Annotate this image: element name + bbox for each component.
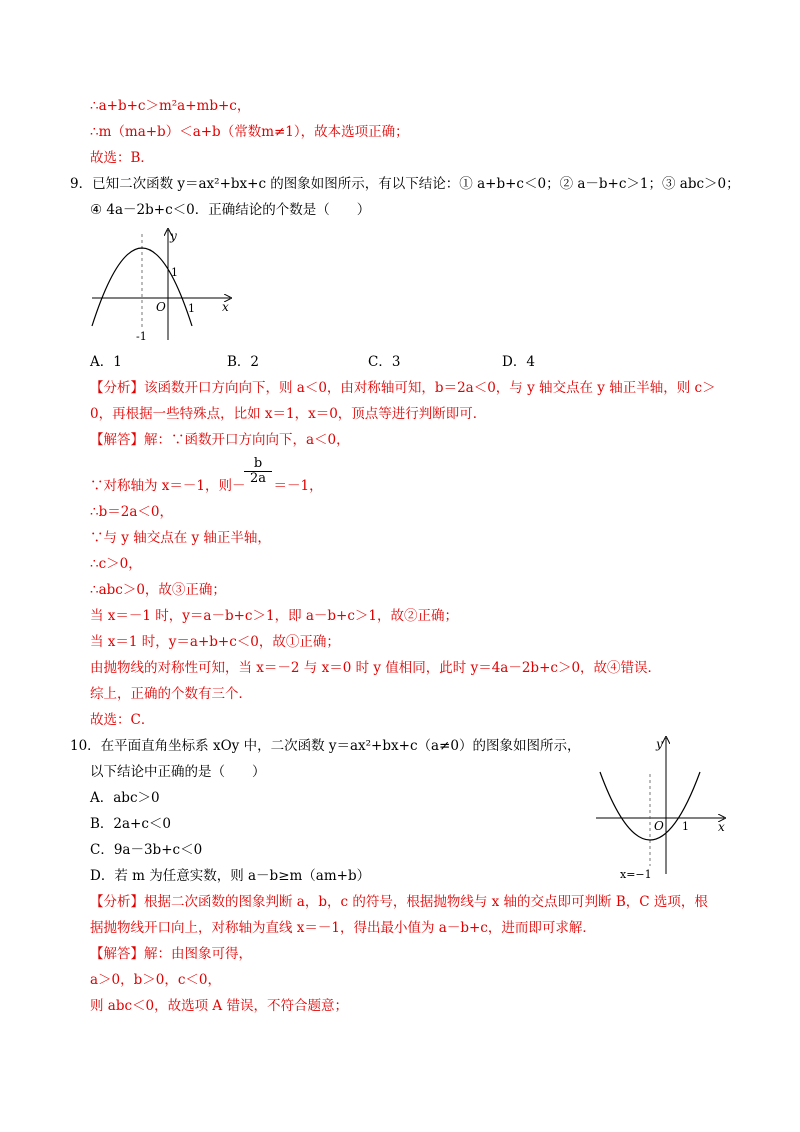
q9-graph (88, 226, 238, 346)
q9-answer-text-1b: ＝－1， (273, 478, 323, 494)
q10-answer-2: 则 abc＜0，故选项 A 错误，不符合题意； (90, 998, 348, 1014)
q9-analysis-2: 0，再根据一些特殊点，比如 x＝1，x＝0，顶点等进行判断即可． (90, 406, 487, 422)
q10-tick-one: 1 (682, 820, 689, 833)
q10-answer-tag: 【解答】 (90, 946, 144, 962)
q9-analysis-tag: 【分析】 (90, 380, 144, 396)
q9-option-d: D．4 (502, 354, 535, 370)
q9-option-b: B．2 (227, 354, 260, 370)
q10-answer-0 (90, 944, 252, 964)
q9-answer-7: 当 x＝1 时，y＝a+b+c＜0，故①正确； (90, 634, 340, 650)
q9-y-label: y (170, 229, 177, 243)
q9-answer-6: 当 x＝－1 时，y＝a－b+c＞1，即 a－b+c＞1，故②正确； (90, 608, 459, 624)
prev-line-2: ∴m（ma+b）＜a+b（常数m≠1），故本选项正确； (90, 124, 409, 140)
q10-y-label: y (656, 737, 663, 751)
q9-stem-2: ④ 4a－2b+c＜0．正确结论的个数是（ ） (90, 202, 371, 218)
q10-option-b: B．2a+c＜0 (90, 816, 172, 832)
q9-answer-tag: 【解答】 (90, 432, 144, 448)
q9-option-c: C．3 (368, 354, 401, 370)
q10-option-a: A．abc＞0 (90, 790, 160, 806)
q9-answer-0 (90, 430, 350, 450)
q9-tick-neg-one: -1 (136, 330, 147, 343)
q10-analysis-tag: 【分析】 (90, 894, 144, 910)
q9-answer-text-0: 解：∵函数开口方向向下，a＜0， (144, 432, 350, 448)
q9-answer-4: ∴c＞0， (90, 556, 142, 572)
q9-x-label: x (222, 300, 229, 314)
q9-answer-9: 综上，正确的个数有三个． (90, 686, 252, 702)
q10-analysis-text-1: 根据二次函数的图象判断 a，b，c 的符号，根据抛物线与 x 轴的交点即可判断 B，C 选项，根 (144, 894, 708, 910)
prev-line-1: ∴a+b+c＞m²a+mb+c， (90, 98, 251, 114)
q10-analysis-2: 据抛物线开口向上，对称轴为直线 x＝－1，得出最小值为 a－b+c，进而即可求解． (90, 920, 596, 936)
q9-option-a: A．1 (90, 354, 122, 370)
q9-origin-label: O (156, 300, 166, 314)
q10-option-c: C．9a－3b+c＜0 (90, 842, 203, 858)
q9-answer-5: ∴abc＞0，故③正确； (90, 582, 226, 598)
q9-stem-1: 9．已知二次函数 y＝ax²+bx+c 的图象如图所示，有以下结论：① a+b+c＜0；② a－b+c＞1；③ abc＞0； (70, 176, 740, 192)
q10-stem-1: 10．在平面直角坐标系 xOy 中，二次函数 y＝ax²+bx+c（a≠0）的图象如图所示， (70, 738, 581, 754)
q10-stem-2: 以下结论中正确的是（ ） (90, 764, 266, 780)
q9-answer-2: ∴b＝2a＜0， (90, 504, 173, 520)
q10-option-d: D．若 m 为任意实数，则 a－b≥m（am+b） (90, 868, 371, 884)
q10-axis-label: x=−1 (620, 868, 652, 881)
q9-fraction-num: b (244, 457, 272, 472)
q9-answer-8: 由抛物线的对称性可知，当 x＝－2 与 x＝0 时 y 值相同，此时 y＝4a－2b+c＞0，故④错误． (90, 660, 662, 676)
q10-origin-label: O (654, 819, 664, 833)
q9-answer-3: ∵与 y 轴交点在 y 轴正半轴， (90, 530, 271, 546)
q9-y-tick: 1 (171, 266, 178, 279)
prev-line-3: 故选：B． (90, 150, 154, 166)
q10-analysis-1 (90, 892, 708, 912)
q9-fraction-den: 2a (249, 471, 267, 486)
q9-analysis-text-1: 该函数开口方向向下，则 a＜0，由对称轴可知，b＝2a＜0，与 y 轴交点在 y 轴正半轴，则 c＞ (144, 380, 716, 396)
q9-analysis-1 (90, 378, 716, 398)
q9-answer-text-1: ∵对称轴为 x＝－1，则－ (90, 478, 246, 494)
q9-tick-one: 1 (188, 302, 195, 315)
q10-graph (592, 732, 732, 882)
q9-answer-10: 故选：C． (90, 712, 155, 728)
q10-x-label: x (718, 820, 725, 834)
q10-answer-text-0: 解：由图象可得， (144, 946, 252, 962)
q10-answer-1: a＞0，b＞0，c＜0， (90, 972, 222, 988)
q9-answer-1 (90, 476, 323, 496)
